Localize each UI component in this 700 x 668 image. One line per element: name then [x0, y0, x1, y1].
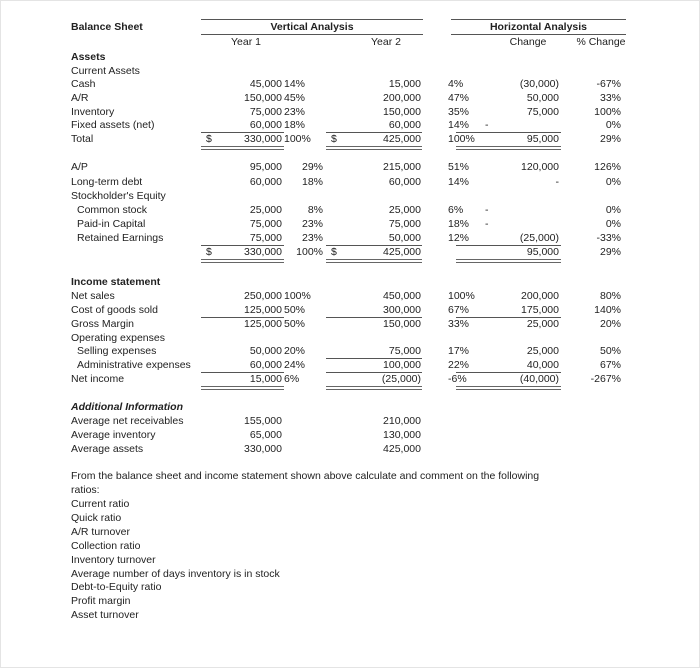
pct-change-value: 0%	[605, 176, 621, 188]
rule-line	[456, 146, 561, 150]
change-value: (40,000)	[519, 373, 559, 385]
year1-percent: 29%	[301, 161, 323, 173]
rule-line	[326, 372, 422, 373]
change-value: 50,000	[526, 92, 559, 104]
year2-percent: 35%	[448, 106, 470, 118]
year1-value: 250,000	[244, 290, 282, 302]
year1-value: 50,000	[249, 345, 282, 357]
change-dash: -	[485, 218, 489, 230]
year1-value: 45,000	[249, 78, 282, 90]
year2-percent: 67%	[448, 304, 470, 316]
rule-line	[326, 259, 422, 263]
row-label: Current Assets	[71, 65, 140, 77]
year1-value: 15,000	[249, 373, 282, 385]
year2-value: 60,000	[388, 119, 421, 131]
row-label: Net income	[71, 373, 125, 385]
year1-percent: 23%	[301, 218, 323, 230]
year1-value: 60,000	[249, 359, 282, 371]
dollar-sign: $	[206, 246, 212, 258]
change-value: (30,000)	[519, 78, 559, 90]
rule-line	[456, 245, 561, 246]
change-value: 120,000	[521, 161, 559, 173]
year1-value: 150,000	[244, 92, 282, 104]
rule-line	[201, 245, 284, 246]
year2-value: 215,000	[383, 161, 421, 173]
row-label: Fixed assets (net)	[71, 119, 155, 131]
year2-value: 425,000	[383, 133, 421, 145]
pct-change-value: 50%	[599, 345, 621, 357]
year2-percent: 12%	[448, 232, 470, 244]
pct-change-value: -67%	[596, 78, 621, 90]
year2-percent: 47%	[448, 92, 470, 104]
row-label: Retained Earnings	[77, 232, 164, 244]
year2-percent: 14%	[448, 119, 470, 131]
rule-line	[201, 19, 423, 20]
change-value: -	[555, 176, 559, 188]
row-label: Long-term debt	[71, 176, 143, 188]
year1-value: 75,000	[249, 218, 282, 230]
year1-header: Year 1	[231, 36, 261, 48]
year2-percent: 33%	[448, 318, 470, 330]
year2-value: 425,000	[383, 443, 421, 455]
pct-change-value: 29%	[599, 246, 621, 258]
rule-line	[201, 132, 284, 133]
rule-line	[451, 19, 626, 20]
row-label: A/P	[71, 161, 88, 173]
vertical-analysis-header: Vertical Analysis	[270, 21, 354, 33]
row-label: A/R	[71, 92, 89, 104]
rule-line	[451, 34, 626, 35]
year1-percent: 6%	[284, 373, 300, 385]
year1-percent: 23%	[284, 106, 306, 118]
ratio-item: Quick ratio	[71, 511, 122, 524]
row-label: Administrative expenses	[77, 359, 191, 371]
rule-line	[326, 146, 422, 150]
rule-line	[326, 317, 422, 318]
sheet-title: Balance Sheet	[71, 21, 143, 33]
change-value: 175,000	[521, 304, 559, 316]
year2-percent: 18%	[448, 218, 470, 230]
ratio-item: A/R turnover	[71, 525, 130, 538]
ratio-item: Debt-to-Equity ratio	[71, 581, 162, 594]
row-label: Cash	[71, 78, 96, 90]
year2-percent: 51%	[448, 161, 470, 173]
change-value: 95,000	[526, 246, 559, 258]
year1-percent: 20%	[284, 345, 306, 357]
pct-change-value: 140%	[594, 304, 621, 316]
change-value: 25,000	[526, 345, 559, 357]
year1-value: 65,000	[249, 429, 282, 441]
rule-line	[456, 259, 561, 263]
pct-change-value: 100%	[594, 106, 621, 118]
pct-change-header: % Change	[576, 36, 626, 48]
pct-change-value: -267%	[590, 373, 621, 385]
change-value: 25,000	[526, 318, 559, 330]
year2-value: 75,000	[388, 345, 421, 357]
rule-line	[456, 317, 561, 318]
year2-value: 75,000	[388, 218, 421, 230]
year2-percent: 4%	[448, 78, 464, 90]
rule-line	[456, 132, 561, 133]
pct-change-value: 20%	[599, 318, 621, 330]
change-header: Change	[509, 36, 547, 48]
year2-value: 300,000	[383, 304, 421, 316]
year1-value: 75,000	[249, 232, 282, 244]
question-intro-cont: ratios:	[71, 484, 100, 496]
row-label: Income statement	[71, 276, 161, 288]
year2-percent: 100%	[448, 133, 475, 145]
ratio-item: Profit margin	[71, 595, 131, 608]
change-value: (25,000)	[519, 232, 559, 244]
rule-line	[201, 34, 423, 35]
year2-value: 450,000	[383, 290, 421, 302]
year1-value: 95,000	[249, 161, 282, 173]
row-label: Operating expenses	[71, 332, 165, 344]
year1-value: 125,000	[244, 304, 282, 316]
year1-value: 75,000	[249, 106, 282, 118]
rule-line	[326, 132, 422, 133]
year2-value: 50,000	[388, 232, 421, 244]
rule-line	[201, 259, 284, 263]
year2-percent: 17%	[448, 345, 470, 357]
row-label: Net sales	[71, 290, 115, 302]
year2-value: 150,000	[383, 318, 421, 330]
year1-percent: 45%	[284, 92, 306, 104]
year1-percent: 18%	[301, 176, 323, 188]
rule-line	[201, 386, 284, 390]
row-label: Average assets	[71, 443, 144, 455]
pct-change-value: 0%	[605, 218, 621, 230]
ratio-item: Current ratio	[71, 498, 130, 510]
row-label: Cost of goods sold	[71, 304, 158, 316]
row-label: Selling expenses	[77, 345, 157, 357]
year1-value: 60,000	[249, 119, 282, 131]
pct-change-value: 80%	[599, 290, 621, 302]
year1-percent: 100%	[284, 290, 311, 302]
ratio-item: Asset turnover	[71, 609, 139, 622]
row-label: Common stock	[77, 204, 148, 216]
rule-line	[326, 386, 422, 390]
row-label: Assets	[71, 51, 106, 63]
year1-percent: 100%	[284, 133, 311, 145]
year2-value: 130,000	[383, 429, 421, 441]
rule-line	[326, 245, 422, 246]
year1-value: 125,000	[244, 318, 282, 330]
change-value: 200,000	[521, 290, 559, 302]
pct-change-value: -33%	[596, 232, 621, 244]
rule-line	[456, 386, 561, 390]
year1-percent: 24%	[284, 359, 306, 371]
change-dash: -	[485, 119, 489, 131]
year1-value: 330,000	[244, 133, 282, 145]
question-intro: From the balance sheet and income statement shown above calculate and comment on the following	[71, 470, 540, 482]
pct-change-value: 0%	[605, 204, 621, 216]
year2-percent: 22%	[448, 359, 470, 371]
change-value: 40,000	[526, 359, 559, 371]
horizontal-analysis-header: Horizontal Analysis	[489, 21, 588, 33]
year2-value: 150,000	[383, 106, 421, 118]
year1-value: 25,000	[249, 204, 282, 216]
pct-change-value: 67%	[599, 359, 621, 371]
year2-header: Year 2	[371, 36, 401, 48]
year1-value: 330,000	[244, 443, 282, 455]
year1-percent: 23%	[301, 232, 323, 244]
row-label: Stockholder's Equity	[71, 190, 166, 202]
change-value: 75,000	[526, 106, 559, 118]
ratio-item: Collection ratio	[71, 539, 141, 552]
dollar-sign: $	[331, 246, 337, 258]
row-label: Inventory	[71, 106, 115, 118]
row-label: Average net receivables	[71, 415, 184, 427]
row-label: Gross Margin	[71, 318, 135, 330]
year2-percent: 100%	[448, 290, 475, 302]
row-label: Additional Information	[71, 401, 183, 413]
year1-percent: 50%	[284, 318, 306, 330]
rule-line	[201, 317, 284, 318]
row-label: Paid-in Capital	[77, 218, 146, 230]
dollar-sign: $	[331, 133, 337, 145]
year2-percent: 14%	[448, 176, 470, 188]
year2-value: 15,000	[388, 78, 421, 90]
year1-percent: 18%	[284, 119, 306, 131]
year2-value: 25,000	[388, 204, 421, 216]
year2-value: 60,000	[388, 176, 421, 188]
rule-line	[326, 358, 422, 359]
ratio-item: Inventory turnover	[71, 553, 156, 566]
year1-percent: 14%	[284, 78, 306, 90]
change-dash: -	[485, 204, 489, 216]
year2-percent: 6%	[448, 204, 464, 216]
year2-value: 425,000	[383, 246, 421, 258]
dollar-sign: $	[206, 133, 212, 145]
row-label: Average inventory	[71, 429, 156, 441]
rule-line	[201, 372, 284, 373]
year2-value: 210,000	[383, 415, 421, 427]
year2-percent: -6%	[448, 373, 467, 385]
rule-line	[456, 372, 561, 373]
pct-change-value: 33%	[599, 92, 621, 104]
pct-change-value: 126%	[594, 161, 621, 173]
pct-change-value: 29%	[599, 133, 621, 145]
year1-value: 330,000	[244, 246, 282, 258]
change-value: 95,000	[526, 133, 559, 145]
year2-value: 200,000	[383, 92, 421, 104]
ratio-item: Average number of days inventory is in stock	[71, 567, 280, 580]
row-label: Total	[71, 133, 94, 145]
year1-percent: 50%	[284, 304, 306, 316]
year1-percent: 8%	[307, 204, 323, 216]
year1-value: 155,000	[244, 415, 282, 427]
year1-value: 60,000	[249, 176, 282, 188]
year1-percent: 100%	[296, 246, 323, 258]
year2-value: (25,000)	[381, 373, 421, 385]
year2-value: 100,000	[383, 359, 421, 371]
rule-line	[201, 146, 284, 150]
pct-change-value: 0%	[605, 119, 621, 131]
